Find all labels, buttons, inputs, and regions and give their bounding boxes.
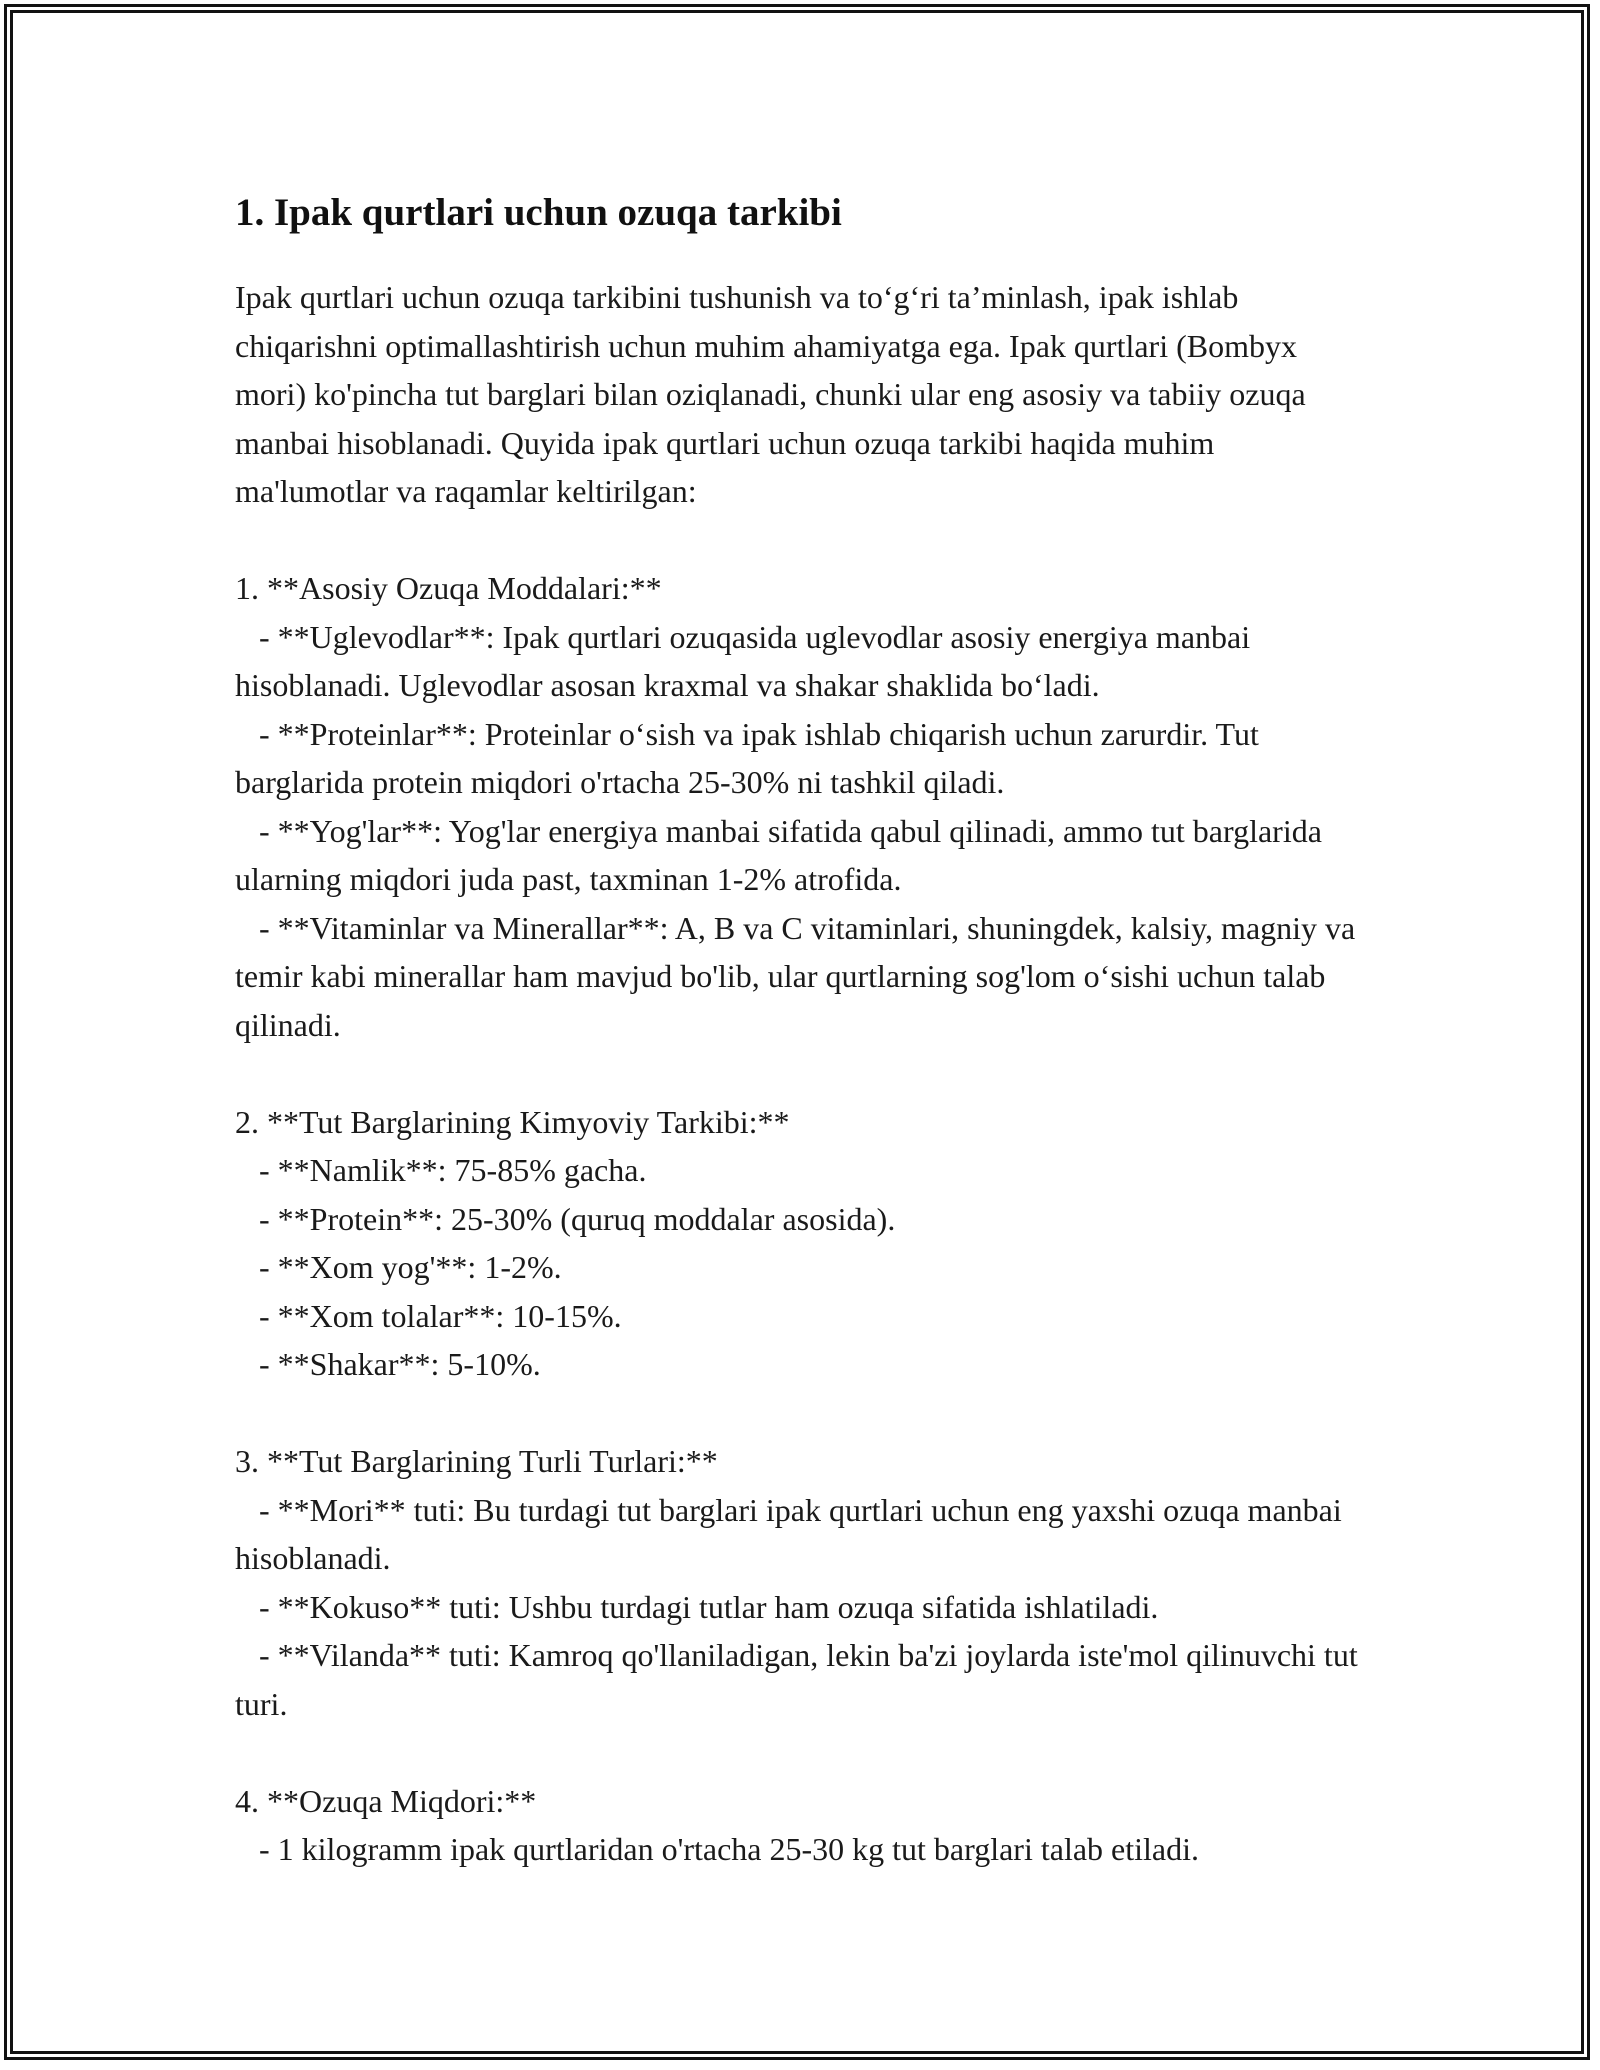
document-body [235,185,1375,1874]
list-item: - 1 kilogramm ipak qurtlaridan o'rtacha 25-30 kg tut barglari talab etiladi. [235,1831,1199,1867]
section-3 [235,1437,1375,1728]
list-item: - **Xom yog'**: 1-2%. [235,1249,562,1285]
section-title: 2. **Tut Barglarining Kimyoviy Tarkibi:** [235,1103,790,1140]
list-item: - **Proteinlar**: Proteinlar o‘sish va ipak ishlab chiqarish uchun zarurdir. Tut barglarida protein miqdori o'rtacha 25-30% ni tashkil qiladi. [235,715,1267,800]
section-4 [235,1777,1375,1874]
list-item: - **Kokuso** tuti: Ushbu turdagi tutlar ham ozuqa sifatida ishlatiladi. [235,1588,1159,1625]
section-title: 3. **Tut Barglarining Turli Turlari:** [235,1443,718,1479]
intro-paragraph: Ipak qurtlari uchun ozuqa tarkibini tushunish va to‘g‘ri ta’minlash, ipak ishlab chiqarishni optimallashtirish uchun muhim ahamiyatga ega. Ipak qurtlari (Bombyx mori) ko'pincha tut barglari bilan oziqlanadi, chunki ular eng asosiy va tabiiy ozuqa manbai hisoblanadi. Quyida ipak qurtlari uchun ozuqa tarkibi haqida muhim ma'lumotlar va raqamlar keltirilgan: [235,279,1314,509]
section-2 [235,1098,1375,1389]
spacer [235,1728,1375,1777]
list-item: - **Protein**: 25-30% (quruq moddalar asosida). [235,1200,896,1237]
spacer [235,516,1375,565]
list-item: - **Uglevodlar**: Ipak qurtlari ozuqasida uglevodlar asosiy energiya manbai hisoblanadi. Uglevodlar asosan kraxmal va shakar shaklida bo‘ladi. [235,618,1259,703]
list-item: - **Vilanda** tuti: Kamroq qo'llaniladigan, lekin ba'zi joylarda iste'mol qilinuvchi tut turi. [235,1637,1366,1722]
list-item: - **Mori** tuti: Bu turdagi tut barglari ipak qurtlari uchun eng yaxshi ozuqa manbai hisoblanadi. [235,1491,1350,1576]
section-1 [235,564,1375,1049]
section-title: 4. **Ozuqa Miqdori:** [235,1782,537,1819]
spacer [235,1049,1375,1098]
list-item: - **Shakar**: 5-10%. [235,1346,541,1382]
spacer [235,1389,1375,1438]
page-title: 1. Ipak qurtlari uchun ozuqa tarkibi [235,191,842,234]
list-item: - **Namlik**: 75-85% gacha. [235,1152,647,1188]
section-title: 1. **Asosiy Ozuqa Moddalari:** [235,570,662,606]
list-item: - **Vitaminlar va Minerallar**: A, B va C vitaminlari, shuningdek, kalsiy, magniy va temir kabi minerallar ham mavjud bo'lib, ular qurtlarning sog'lom o‘sishi uchun talab qilinadi. [235,909,1364,1043]
list-item: - **Yog'lar**: Yog'lar energiya manbai sifatida qabul qilinadi, ammo tut barglarida ularning miqdori juda past, taxminan 1-2% atrofida. [235,812,1330,897]
list-item: - **Xom tolalar**: 10-15%. [235,1297,622,1334]
